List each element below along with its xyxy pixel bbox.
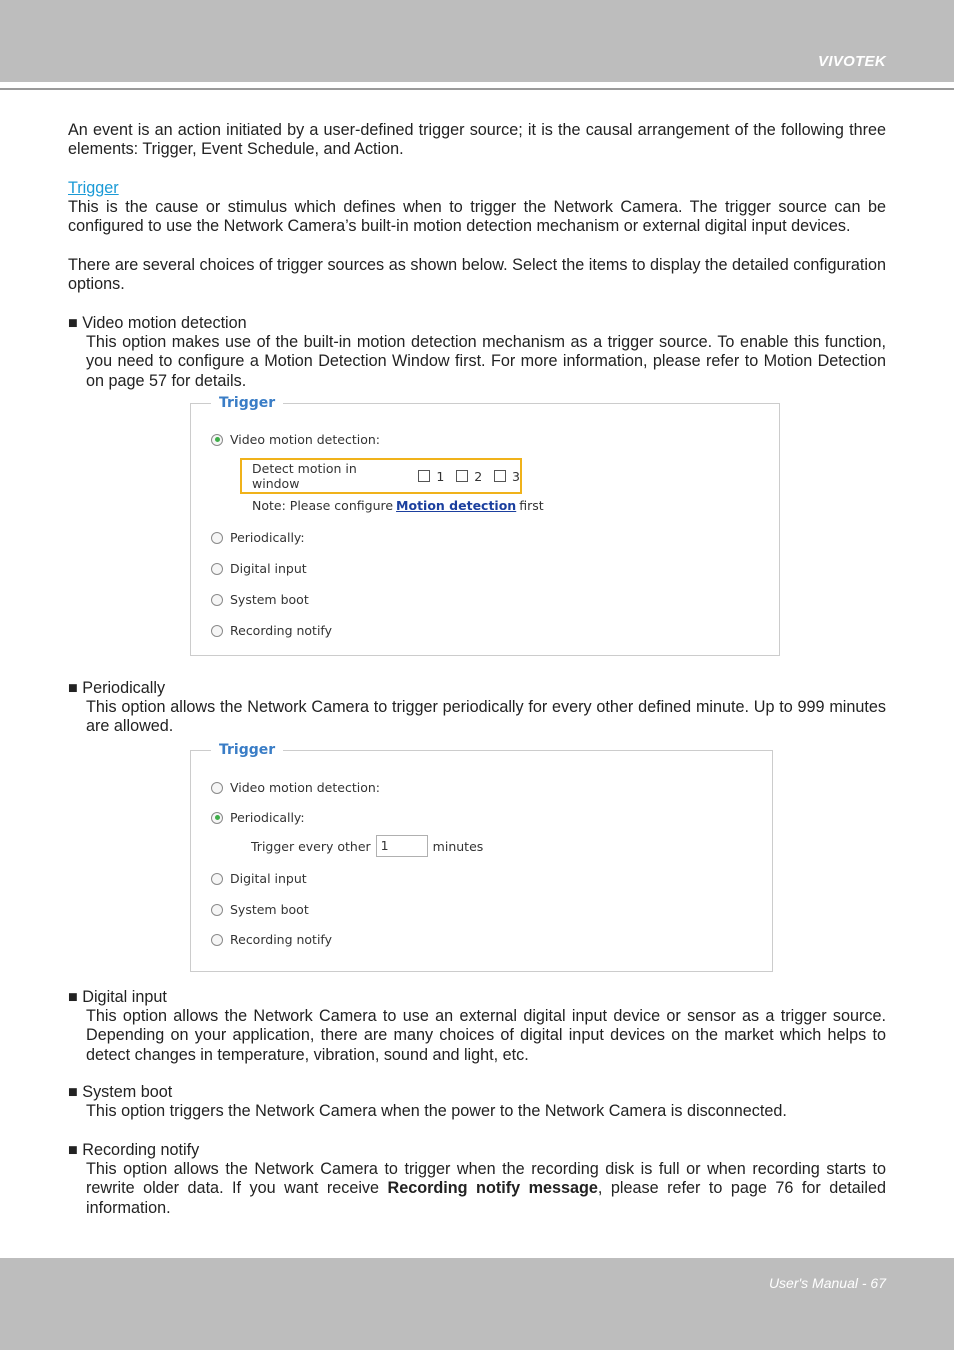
option-digital-input[interactable]: Digital input xyxy=(211,561,307,576)
option-periodically[interactable]: Periodically: xyxy=(211,530,305,545)
option-system-boot[interactable]: System boot xyxy=(211,902,309,917)
radio-icon[interactable] xyxy=(211,563,223,575)
recording-notify-title: ■ Recording notify xyxy=(68,1141,200,1159)
periodically-description: This option allows the Network Camera to trigger periodically for every other defined minute. Up to 999 minutes are allowed. xyxy=(86,698,886,736)
window-checkbox-2[interactable] xyxy=(456,470,468,482)
window-checkbox-3[interactable] xyxy=(494,470,506,482)
radio-icon[interactable] xyxy=(211,812,223,824)
page-number: User's Manual - 67 xyxy=(768,1275,886,1291)
detect-window-highlight: Detect motion in window 1 2 3 xyxy=(240,458,522,494)
radio-icon[interactable] xyxy=(211,532,223,544)
option-recording-notify[interactable]: Recording notify xyxy=(211,623,332,638)
motion-note: Note: Please configure Motion detection first xyxy=(252,498,544,513)
trigger-heading xyxy=(68,179,886,198)
panel-legend: Trigger xyxy=(211,395,283,411)
window-checkbox-1[interactable] xyxy=(418,470,430,482)
page-footer xyxy=(0,1258,954,1350)
trigger-panel-video xyxy=(190,395,780,656)
video-motion-description: This option makes use of the built-in motion detection mechanism as a trigger source. To enable this function, you need to configure a Motion Detection Window first. For more information, please refer to Motion Detection on page 57 for details. xyxy=(86,333,886,390)
panel-legend: Trigger xyxy=(211,742,283,758)
intro-paragraph: An event is an action initiated by a user-defined trigger source; it is the causal arrangement of the following three elements: Trigger, Event Schedule, and Action. xyxy=(68,121,886,159)
trigger-interval-input[interactable]: 1 xyxy=(376,835,428,857)
periodically-title: ■ Periodically xyxy=(68,679,166,697)
detect-window-label: Detect motion in window xyxy=(252,461,357,491)
trigger-panel-periodic xyxy=(190,742,773,972)
motion-detection-link[interactable]: Motion detection xyxy=(396,498,517,513)
trigger-description: This is the cause or stimulus which defines when to trigger the Network Camera. The trigger source can be configured to use the Network Camera’s built-in motion detection mechanism or external digital input devices. xyxy=(68,198,886,236)
digital-input-description: This option allows the Network Camera to use an external digital input device or sensor as a trigger source. Depending on your application, there are many choices of digital input devices on the market which helps to detect changes in temperature, vibration, sound and light, etc. xyxy=(86,1007,886,1064)
trigger-interval-label: Trigger every other xyxy=(251,838,371,854)
radio-icon[interactable] xyxy=(211,625,223,637)
option-digital-input[interactable]: Digital input xyxy=(211,871,307,886)
recording-notify-description: This option allows the Network Camera to trigger when the recording disk is full or when recording starts to rewrite older data. If you want receive Recording notify message, please refer to page 76 for detailed information. xyxy=(86,1160,886,1217)
option-system-boot[interactable]: System boot xyxy=(211,592,309,607)
radio-icon[interactable] xyxy=(211,594,223,606)
brand-logo: VIVOTEK xyxy=(818,53,886,70)
option-periodically[interactable]: Periodically: xyxy=(211,810,305,825)
radio-icon[interactable] xyxy=(211,904,223,916)
page-header xyxy=(0,0,954,82)
radio-icon[interactable] xyxy=(211,873,223,885)
radio-icon[interactable] xyxy=(211,434,223,446)
video-motion-title: ■ Video motion detection xyxy=(68,314,247,332)
trigger-interval-unit: minutes xyxy=(432,838,484,854)
digital-input-title: ■ Digital input xyxy=(68,988,167,1006)
radio-icon[interactable] xyxy=(211,782,223,794)
option-video-motion[interactable]: Video motion detection: xyxy=(211,780,380,795)
trigger-choices-description: There are several choices of trigger sources as shown below. Select the items to display the detailed configuration options. xyxy=(68,256,886,294)
recording-notify-message: Recording notify message xyxy=(387,1179,598,1198)
header-divider xyxy=(0,88,954,90)
trigger-link[interactable]: Trigger xyxy=(68,179,119,197)
system-boot-title: ■ System boot xyxy=(68,1083,173,1101)
trigger-interval-row xyxy=(251,835,483,857)
system-boot-description: This option triggers the Network Camera when the power to the Network Camera is disconnected. xyxy=(86,1102,787,1120)
option-recording-notify[interactable]: Recording notify xyxy=(211,932,332,947)
option-video-motion[interactable]: Video motion detection: xyxy=(211,432,380,447)
radio-icon[interactable] xyxy=(211,934,223,946)
